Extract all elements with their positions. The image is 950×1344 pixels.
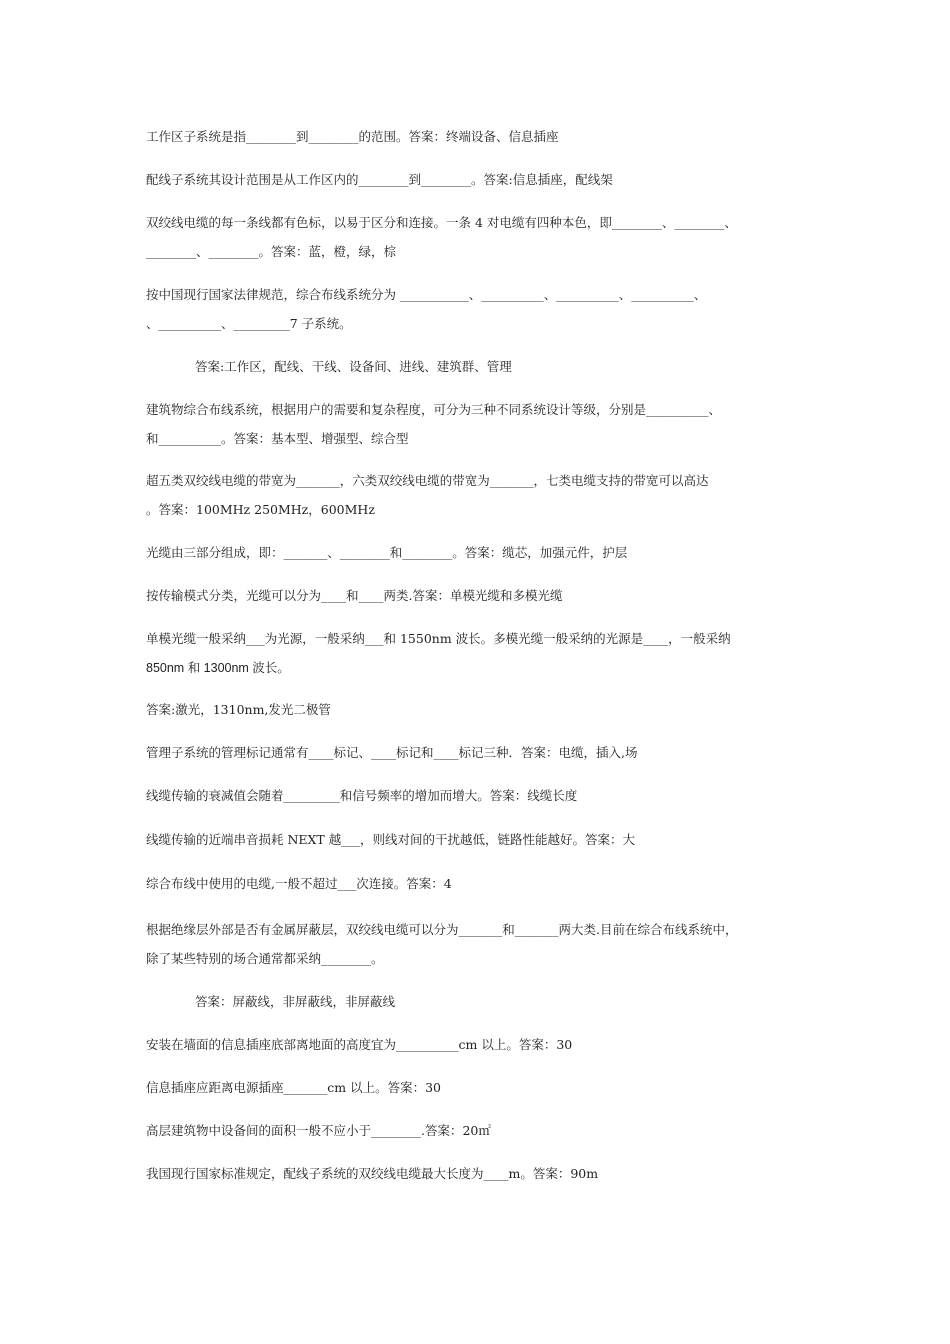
question-11: 线缆传输的衰减值会随着_________和信号频率的增加而增大。答案：线缆长度 — [146, 788, 578, 803]
question-2: 配线子系统其设计范围是从工作区内的________到________。答案:信息插座，配线架 — [146, 172, 613, 187]
question-8: 按传输模式分类，光缆可以分为____和____两类.答案：单模光缆和多模光缆 — [146, 588, 563, 603]
question-4-line-1: 按中国现行国家法律规范，综合布线系统分为 ___________、__________、__________、__________、 — [146, 287, 707, 302]
question-14-line-2: 除了某些特别的场合通常都采纳________。 — [146, 951, 384, 966]
answer-9: 答案:激光，1310nm,发光二极管 — [146, 702, 331, 717]
question-16: 信息插座应距离电源插座_______cm 以上。答案：30 — [146, 1080, 441, 1095]
question-10: 管理子系统的管理标记通常有____标记、____标记和____标记三种．答案：电缆，插入,场 — [146, 745, 638, 760]
answer-4: 答案:工作区，配线、干线、设备间、进线、建筑群、管理 — [195, 359, 512, 374]
question-3-line-1: 双绞线电缆的每一条线都有色标，以易于区分和连接。一条 4 对电缆有四种本色，即________、________、 — [146, 215, 737, 230]
question-1: 工作区子系统是指________到________的范围。答案：终端设备、信息插座 — [146, 129, 559, 144]
question-18: 我国现行国家标准规定，配线子系统的双绞线电缆最大长度为____m。答案：90m — [146, 1166, 599, 1181]
question-3-line-2: ________、________。答案：蓝，橙，绿，棕 — [146, 244, 397, 259]
question-9-line-1: 单模光缆一般采纳___为光源，一般采纳___和 1550nm 波长。多模光缆一般采纳的光源是____，一般采纳 — [146, 631, 731, 646]
question-5-line-2: 和__________。答案：基本型、增强型、综合型 — [146, 431, 409, 446]
question-5-line-1: 建筑物综合布线系统，根据用户的需要和复杂程度，可分为三种不同系统设计等级，分别是__________、 — [146, 402, 722, 417]
question-6-line-2: 。答案：100MHz 250MHz，600MHz — [146, 502, 375, 517]
question-4-line-2: 、__________、_________7 子系统。 — [146, 316, 352, 331]
question-12: 线缆传输的近端串音损耗 NEXT 越___，则线对间的干扰越低，链路性能越好。答案：大 — [146, 832, 635, 847]
question-13: 综合布线中使用的电缆,一般不超过___次连接。答案：4 — [146, 876, 452, 891]
question-9-line-2: 850nm 和 1300nm 波长。 — [146, 661, 290, 675]
question-15: 安装在墙面的信息插座底部离地面的高度宜为__________cm 以上。答案：30 — [146, 1037, 573, 1052]
answer-14: 答案：屏蔽线，非屏蔽线，非屏蔽线 — [195, 994, 396, 1009]
question-14-line-1: 根据绝缘层外部是否有金属屏蔽层，双绞线电缆可以分为_______和_______两大类.目前在综合布线系统中， — [146, 922, 738, 937]
question-7: 光缆由三部分组成，即：_______、________和________。答案：缆芯，加强元件，护层 — [146, 545, 628, 560]
question-17: 高层建筑物中设备间的面积一般不应小于________.答案：20㎡ — [146, 1123, 491, 1138]
question-6-line-1: 超五类双绞线电缆的带宽为_______，六类双绞线电缆的带宽为_______，七类电缆支持的带宽可以高达 — [146, 473, 709, 488]
